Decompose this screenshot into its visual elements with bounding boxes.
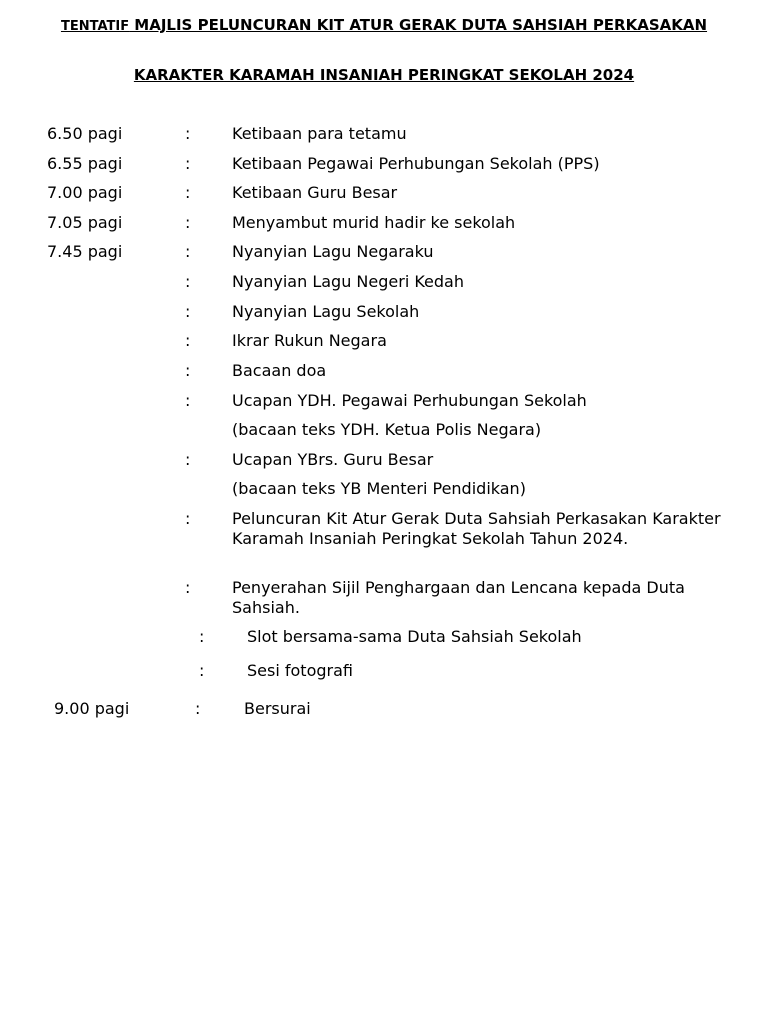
schedule-time: 9.00 pagi [54,699,130,718]
schedule-item: Ucapan YBrs. Guru Besar [232,450,434,469]
schedule-separator: : [185,242,191,261]
schedule-separator: : [185,578,191,597]
schedule-separator: : [185,509,191,528]
schedule-time: 7.45 pagi [47,242,123,261]
schedule-separator: : [185,331,191,350]
schedule-item: Slot bersama-sama Duta Sahsiah Sekolah [247,627,582,646]
schedule-item: Ikrar Rukun Negara [232,331,387,350]
schedule-separator: : [185,450,191,469]
schedule-item: Nyanyian Lagu Negeri Kedah [232,272,464,291]
title-prefix: TENTATIF [60,19,130,34]
schedule-separator: : [185,154,191,173]
schedule-item: Bersurai [244,699,311,718]
schedule-item: Menyambut murid hadir ke sekolah [232,213,516,232]
schedule-item: Ketibaan Pegawai Perhubungan Sekolah (PPS) [232,154,600,173]
schedule-item-note: (bacaan teks YB Menteri Pendidikan) [232,479,526,498]
schedule-time: 6.55 pagi [47,154,123,173]
schedule-separator: : [185,124,191,143]
schedule-separator: : [185,391,191,410]
schedule-separator: : [195,699,201,718]
schedule-separator: : [199,661,205,680]
schedule-separator: : [185,361,191,380]
document-title [60,16,708,36]
schedule-item: Sesi fotografi [247,661,353,680]
schedule-item: Nyanyian Lagu Negaraku [232,242,434,261]
schedule-separator: : [185,183,191,202]
schedule-item: Ketibaan para tetamu [232,124,407,143]
schedule-time: 7.00 pagi [47,183,123,202]
schedule-separator: : [185,302,191,321]
document-subtitle: KARAKTER KARAMAH INSANIAH PERINGKAT SEKOLAH 2024 [133,66,635,84]
schedule-time: 6.50 pagi [47,124,123,143]
schedule-item: Peluncuran Kit Atur Gerak Duta Sahsiah Perkasakan Karakter Karamah Insaniah Peringkat Sekolah Tahun 2024. [232,509,721,548]
schedule-separator: : [199,627,205,646]
schedule-item: Ucapan YDH. Pegawai Perhubungan Sekolah [232,391,587,410]
schedule-separator: : [185,213,191,232]
schedule-item: Ketibaan Guru Besar [232,183,398,202]
title-line1-text: MAJLIS PELUNCURAN KIT ATUR GERAK DUTA SAHSIAH PERKASAKAN [129,16,708,34]
schedule-time: 7.05 pagi [47,213,123,232]
schedule-item: Nyanyian Lagu Sekolah [232,302,420,321]
schedule-item: Penyerahan Sijil Penghargaan dan Lencana kepada Duta Sahsiah. [232,578,685,617]
schedule-separator: : [185,272,191,291]
schedule-item: Bacaan doa [232,361,327,380]
schedule-item-note: (bacaan teks YDH. Ketua Polis Negara) [232,420,542,439]
